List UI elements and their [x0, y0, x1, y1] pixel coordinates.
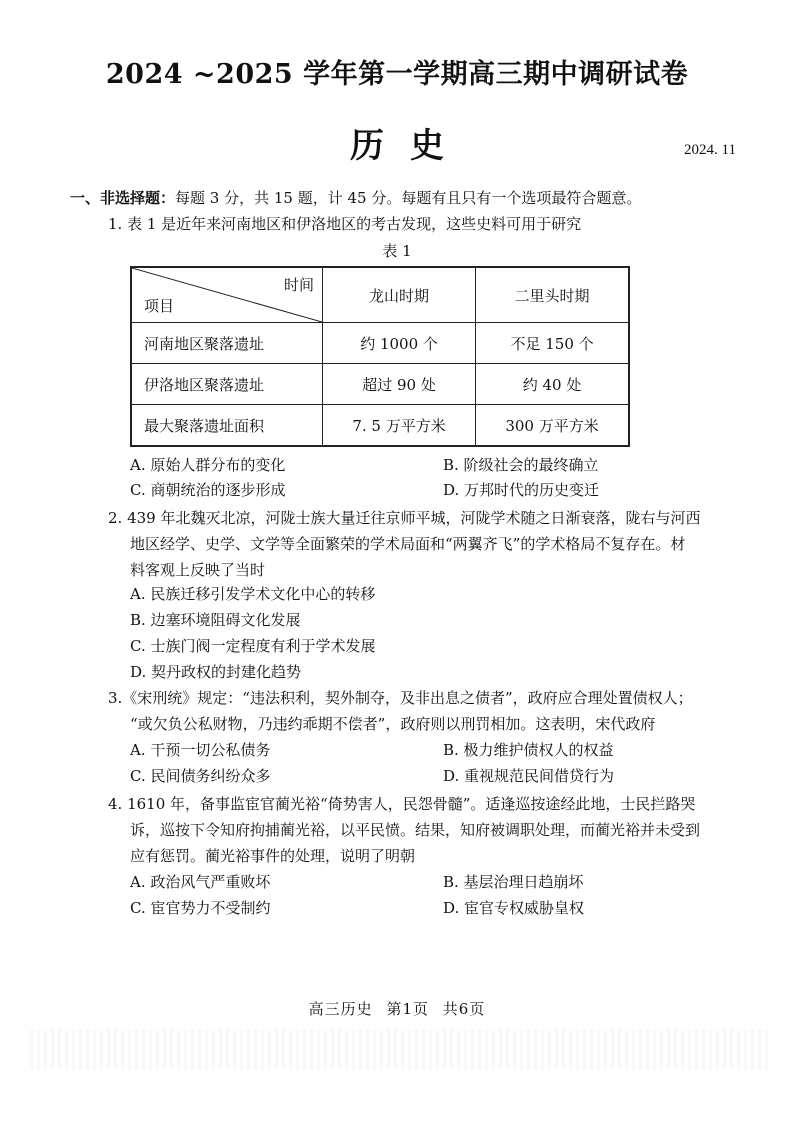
table-corner-cell [131, 267, 323, 323]
q2-stem-line: 2. 439 年北魏灭北凉，河陇士族大量迁往京师平城，河陇学术随之日渐衰落，陇右与河西 [108, 509, 701, 527]
q4-stem-line: 诉，巡按下令知府拘捕蔺光裕，以平民愤。结果，知府被调职处理，而蔺光裕并未受到 [130, 821, 701, 839]
q3-option-d: D. 重视规范民间借贷行为 [443, 767, 615, 785]
archaeology-table [130, 266, 630, 447]
q2-stem-line: 料客观上反映了当时 [130, 561, 266, 579]
q3-option-a: A. 干预一切公私债务 [130, 741, 271, 759]
table-cell: 超过 90 处 [323, 364, 476, 405]
q1-option-a: A. 原始人群分布的变化 [130, 456, 286, 474]
col-header: 二里头时期 [476, 267, 629, 323]
row-label: 伊洛地区聚落遗址 [131, 364, 323, 405]
q2-option-c: C. 士族门阀一定程度有利于学术发展 [130, 637, 376, 655]
q4-option-a: A. 政治风气严重败坏 [130, 873, 271, 891]
row-label: 最大聚落遗址面积 [131, 405, 323, 447]
q3-stem-line: 3.《宋刑统》规定：“违法积利，契外制夺，及非出息之债者”，政府应合理处置债权人； [108, 689, 693, 707]
page-footer [0, 998, 794, 1019]
section-heading: 一、非选择题： [70, 189, 176, 207]
q1-option-c: C. 商朝统治的逐步形成 [130, 481, 286, 499]
q2-option-a: A. 民族迁移引发学术文化中心的转移 [130, 585, 376, 603]
table-cell: 7. 5 万平方米 [323, 405, 476, 447]
q2-option-b: B. 边塞环境阻碍文化发展 [130, 611, 301, 629]
corner-label-time: 时间 [283, 276, 314, 294]
corner-label-item: 项目 [144, 297, 175, 315]
row-label: 河南地区聚落遗址 [131, 323, 323, 364]
q1-option-d: D. 万邦时代的历史变迁 [443, 481, 600, 499]
footer-total-pages: 共6页 [442, 1000, 486, 1018]
table-caption: 表 1 [382, 242, 412, 260]
table-cell: 300 万平方米 [476, 405, 629, 447]
exam-title: 2024 ~2025 学年第一学期高三期中调研试卷 [105, 59, 689, 90]
q4-option-b: B. 基层治理日趋崩坏 [443, 873, 584, 891]
q2-stem-line: 地区经学、史学、文学等全面繁荣的学术局面和“两翼齐飞”的学术格局不复存在。材 [130, 535, 686, 553]
q3-option-b: B. 极力维护债权人的权益 [443, 741, 614, 759]
q2-option-d: D. 契丹政权的封建化趋势 [130, 663, 302, 681]
table-row [131, 364, 629, 405]
table-cell: 约 40 处 [476, 364, 629, 405]
q1-stem: 1. 表 1 是近年来河南地区和伊洛地区的考古发现，这些史料可用于研究 [108, 215, 582, 233]
scan-noise [30, 1030, 770, 1070]
section-rules: 每题 3 分，共 15 题，计 45 分。每题有且只有一个选项最符合题意。 [175, 189, 642, 207]
table-row [131, 405, 629, 447]
q4-stem-line: 应有惩罚。蔺光裕事件的处理，说明了明朝 [130, 847, 416, 865]
footer-page-number: 第1页 [386, 1000, 429, 1018]
q4-stem-line: 4. 1610 年，备事监宦官蔺光裕“倚势害人，民怨骨髓”。适逢巡按途经此地，士民拦路哭 [108, 795, 696, 813]
footer-course: 高三历史 [308, 1000, 373, 1018]
table-cell: 不足 150 个 [476, 323, 629, 364]
section-instructions [70, 188, 641, 208]
table-header-row [131, 267, 629, 323]
q3-stem-line: “或欠负公私财物，乃违约乖期不偿者”，政府则以刑罚相加。这表明，宋代政府 [130, 715, 656, 733]
exam-date: 2024. 11 [684, 142, 736, 158]
q4-option-d: D. 宦官专权威胁皇权 [443, 899, 585, 917]
table-cell: 约 1000 个 [323, 323, 476, 364]
q4-option-c: C. 宦官势力不受制约 [130, 899, 271, 917]
col-header: 龙山时期 [323, 267, 476, 323]
q1-option-b: B. 阶级社会的最终确立 [443, 456, 599, 474]
subject-heading: 历史 [350, 126, 470, 166]
q3-option-c: C. 民间债务纠纷众多 [130, 767, 271, 785]
table-row [131, 323, 629, 364]
